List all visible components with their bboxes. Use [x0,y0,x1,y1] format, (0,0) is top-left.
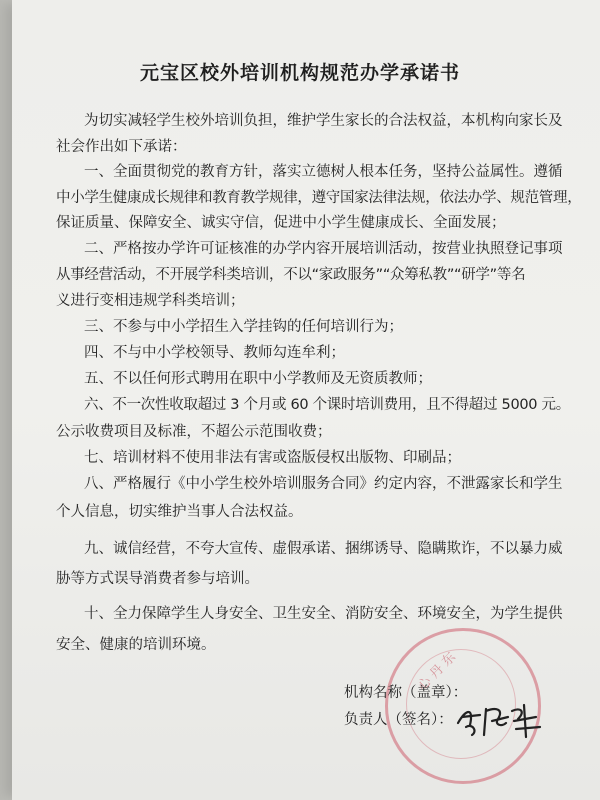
paragraph-line: 四、不与中小学校领导、教师勾连牟利； [84,345,345,361]
paragraph-line: 安全、健康的培训环境。 [56,637,216,653]
paragraph-line: 六、不一次性收取超过 3 个月或 60 个课时培训费用，且不得超过 5000 元。 [84,397,570,413]
seal-text: 心 丹 东 [415,649,460,694]
paragraph-line: 七、培训材料不使用非法有害或盗版侵权出版物、印刷品； [84,450,461,466]
paragraph-line: 义进行变相违规学科类培训； [56,293,245,309]
document-title: 元宝区校外培训机构规范办学承诺书 [139,62,460,84]
paragraph-line: 八、严格履行《中小学生校外培训服务合同》约定内容，不泄露家长和学生 [84,476,563,492]
paragraph-line: 五、不以任何形式聘用在职中小学教师及无资质教师； [84,371,432,387]
paragraph-line: 从事经营活动，不开展学科类培训，不以“家政服务”“众筹私教”“研学”等名 [56,267,526,283]
paragraph-line: 社会作出如下承诺： [56,139,187,155]
paragraph-line: 十、全力保障学生人身安全、卫生安全、消防安全、环境安全，为学生提供 [84,606,563,622]
paragraph-line: 个人信息，切实维护当事人合法权益。 [56,504,303,520]
person-label: 负责人（签名）： [344,712,453,728]
paragraph-line: 二、严格按办学许可证核准的办学内容开展培训活动，按营业执照登记事项 [84,241,563,257]
paragraph-line: 一、全面贯彻党的教育方针，落实立德树人根本任务，坚持公益属性。遵循 [84,164,563,180]
handwritten-signature [452,697,552,741]
paragraph-line: 九、诚信经营，不夸大宣传、虚假承诺、捆绑诱导、隐瞒欺诈，不以暴力威 [84,541,563,557]
paragraph-line: 公示收费项目及标准，不超公示范围收费； [56,424,332,440]
paragraph-line: 胁等方式误导消费者参与培训。 [56,571,259,587]
paragraph-line: 保证质量、保障安全、诚实守信，促进中小学生健康成长、全面发展； [56,215,506,231]
paragraph-line: 中小学生健康成长规律和教育教学规律，遵守国家法律法规，依法办学、规范管理， [56,190,582,206]
paragraph-line: 为切实减轻学生校外培训负担，维护学生家长的合法权益，本机构向家长及 [84,113,563,129]
org-name-label: 机构名称（盖章）： [344,685,468,701]
paragraph-line: 三、不参与中小学招生入学挂钩的任何培训行为； [84,319,403,335]
